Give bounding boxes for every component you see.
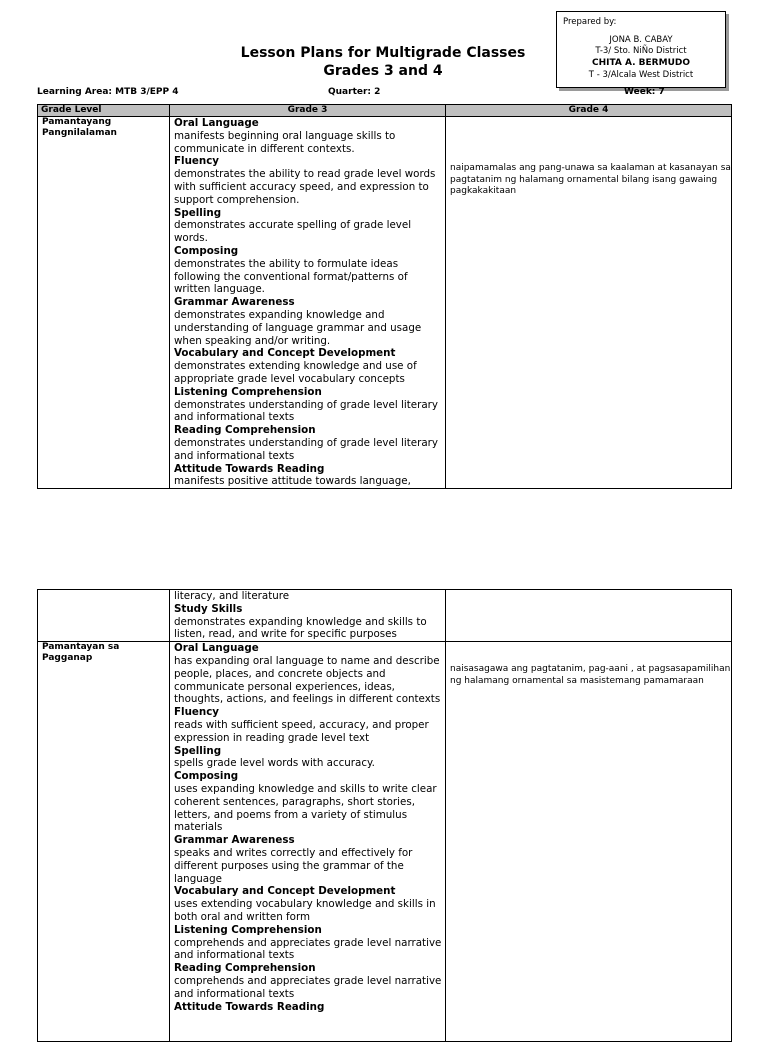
competency-heading: Attitude Towards Reading — [174, 1000, 325, 1013]
competency-text: manifests beginning oral language skills to communicate in different contexts. — [174, 129, 396, 155]
competency-text: literacy, and literature — [174, 590, 290, 602]
competency-heading: Composing — [174, 244, 239, 257]
document-subtitle: Grades 3 and 4 — [323, 63, 443, 79]
competency-text: demonstrates accurate spelling of grade level words. — [174, 219, 412, 245]
competency-heading: Grammar Awareness — [174, 296, 295, 309]
preparer-name-1: JONA B. CABAY — [609, 35, 673, 45]
competency-text: comprehends and appreciates grade level narrative and informational texts — [174, 974, 442, 1000]
competency-text: speaks and writes correctly and effectively for different purposes using the grammar of the language — [174, 846, 413, 885]
competency-heading: Study Skills — [174, 602, 243, 615]
preparer-role-2: T - 3/Alcala West District — [588, 70, 694, 80]
table-row — [38, 590, 732, 642]
week: Week: 7 — [624, 87, 665, 97]
grade3-cell — [170, 117, 446, 489]
competency-text: demonstrates understanding of grade level literary and informational texts — [174, 398, 438, 424]
header-grade-3: Grade 3 — [170, 105, 446, 117]
competency-text: demonstrates the ability to read grade level words with sufficient accuracy speed, and expression to support comprehension. — [174, 168, 436, 206]
competency-text: uses expanding knowledge and skills to write clear coherent sentences, paragraphs, short stories, letters, and poems from a variety of stimulus materials — [174, 782, 437, 834]
grade4-cell: naisasagawa ang pagtatanim, pag-aani , at pagsasapamilihan ng halamang ornamental sa masistemang pamamaraan — [446, 642, 732, 1042]
lesson-plan-table-page-2 — [37, 589, 732, 1042]
competency-text: has expanding oral language to name and describe people, places, and concrete objects and communicate personal experiences, ideas, thoughts, actions, and feelings in different contexts — [174, 654, 441, 706]
document-title: Lesson Plans for Multigrade Classes — [240, 45, 526, 61]
table-row — [38, 642, 732, 1042]
competency-text: demonstrates expanding knowledge and skills to listen, read, and write for specific purposes — [174, 615, 427, 641]
competency-text: manifests positive attitude towards language, — [174, 475, 411, 488]
table-header-row — [38, 105, 732, 117]
prepared-by-box — [556, 11, 726, 88]
competency-heading: Fluency — [174, 706, 220, 719]
competency-text: demonstrates understanding of grade level literary and informational texts — [174, 436, 438, 462]
competency-text: spells grade level words with accuracy. — [174, 757, 375, 770]
grade-level-label: Pamantayang Pangnilalaman — [38, 117, 170, 489]
competency-heading: Listening Comprehension — [174, 385, 322, 398]
grade3-cell — [170, 590, 446, 642]
header-grade-level: Grade Level — [38, 105, 170, 117]
table-row — [38, 117, 732, 489]
competency-heading: Spelling — [174, 744, 222, 757]
competency-text: demonstrates expanding knowledge and understanding of language grammar and usage when speaking and/or writing. — [174, 308, 422, 347]
competency-heading: Reading Comprehension — [174, 424, 316, 437]
grade4-empty-cell — [446, 590, 732, 642]
competency-heading: Vocabulary and Concept Development — [174, 347, 396, 360]
grade-level-empty-cell — [38, 590, 170, 642]
lesson-plan-table-page-1 — [37, 104, 732, 489]
competency-heading: Composing — [174, 770, 239, 783]
competency-text: demonstrates the ability to formulate ideas following the conventional format/patterns of written language. — [174, 257, 408, 296]
competency-heading: Oral Language — [174, 117, 259, 129]
competency-heading: Reading Comprehension — [174, 962, 316, 975]
competency-heading: Oral Language — [174, 642, 259, 655]
competency-heading: Listening Comprehension — [174, 923, 322, 936]
competency-heading: Vocabulary and Concept Development — [174, 885, 396, 898]
preparer-name-2: CHITA A. BERMUDO — [591, 58, 691, 68]
prepared-by-label: Prepared by: — [563, 17, 617, 27]
competency-text: reads with sufficient speed, accuracy, and proper expression in reading grade level text — [174, 718, 429, 744]
learning-area: Learning Area: MTB 3/EPP 4 — [37, 87, 179, 97]
quarter: Quarter: 2 — [328, 87, 381, 97]
grade3-cell — [170, 642, 446, 1042]
grade-level-label: Pamantayan sa Pagganap — [38, 642, 170, 1042]
competency-heading: Grammar Awareness — [174, 834, 295, 847]
competency-text: comprehends and appreciates grade level narrative and informational texts — [174, 936, 442, 962]
grade4-cell: naipamamalas ang pang-unawa sa kaalaman at kasanayan sa pagtatanim ng halamang ornamental bilang isang gawaing pagkakakitaan — [446, 117, 732, 489]
competency-heading: Spelling — [174, 206, 222, 219]
header-grade-4: Grade 4 — [446, 105, 732, 117]
competency-heading: Fluency — [174, 155, 220, 168]
competency-text: demonstrates extending knowledge and use of appropriate grade level vocabulary concepts — [174, 360, 417, 385]
competency-text: uses extending vocabulary knowledge and skills in both oral and written form — [174, 898, 436, 923]
competency-heading: Attitude Towards Reading — [174, 462, 325, 475]
preparer-role-1: T-3/ Sto. NiÑo District — [595, 46, 687, 56]
